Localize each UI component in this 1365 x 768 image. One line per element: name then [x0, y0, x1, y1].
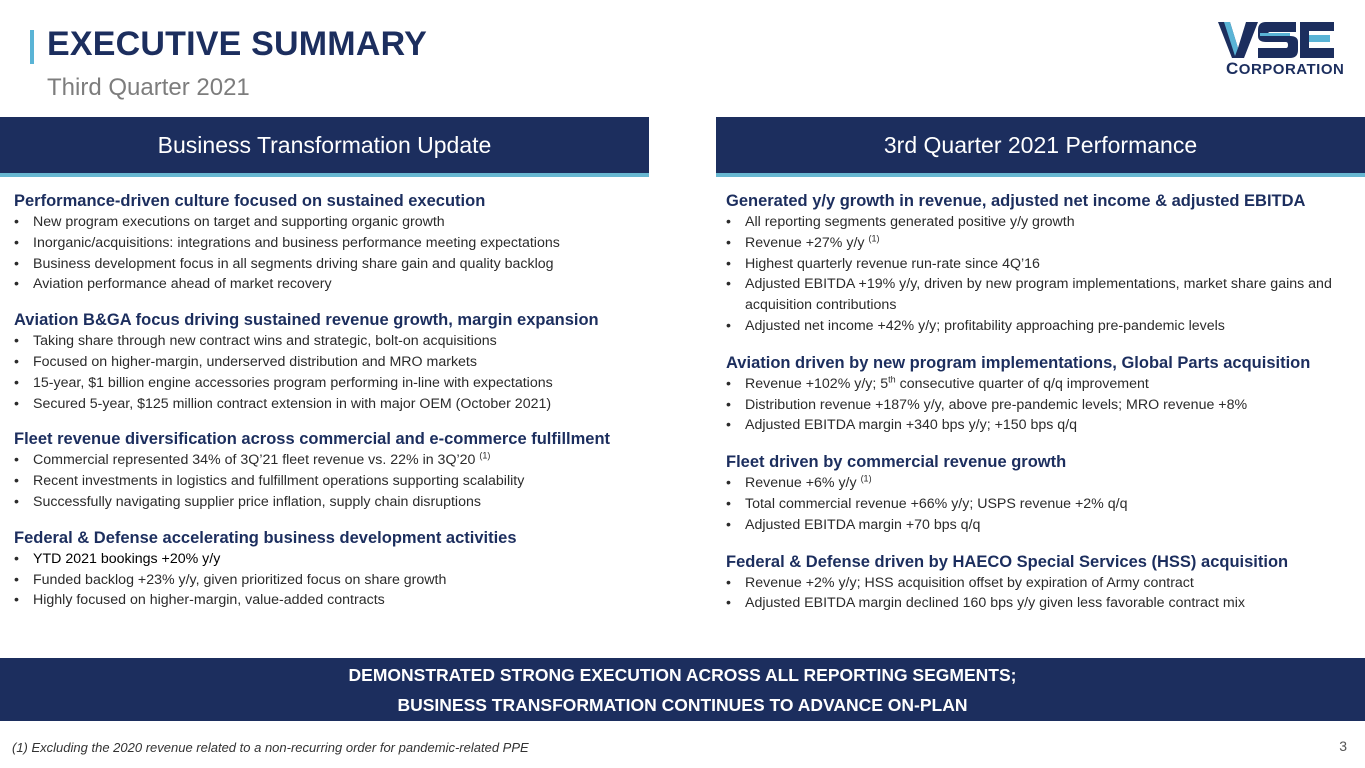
list-item: • New program executions on target and supporting organic growth: [14, 212, 644, 233]
list-item: • Revenue +102% y/y; 5th consecutive quarter of q/q improvement: [726, 374, 1351, 395]
list-item: • Adjusted net income +42% y/y; profitability approaching pre-pandemic levels: [726, 316, 1351, 337]
section-heading: Fleet revenue diversification across commercial and e-commerce fulfillment: [14, 430, 611, 449]
left-section-fleet: [14, 428, 644, 512]
page-number: 3: [1339, 738, 1347, 754]
banner-line-2: BUSINESS TRANSFORMATION CONTINUES TO ADVANCE ON-PLAN: [397, 694, 968, 715]
list-item: • Commercial represented 34% of 3Q’21 fleet revenue vs. 22% in 3Q’20 $^{(1)}$: [14, 450, 644, 471]
list-item: • 15-year, $1 billion engine accessories program performing in-line with expectations: [14, 373, 644, 394]
right-section-aviation: [726, 352, 1351, 436]
right-section-growth: [726, 190, 1351, 337]
title-accent-bar: [30, 30, 34, 64]
list-item: • Revenue +27% y/y $^{(1)}$: [726, 233, 1351, 254]
section-heading: Aviation B&GA focus driving sustained revenue growth, margin expansion: [14, 311, 599, 330]
footnote-ref: (1): [479, 450, 491, 461]
list-item: • Revenue +2% y/y; HSS acquisition offset by expiration of Army contract: [726, 573, 1351, 594]
banner-line-1: DEMONSTRATED STRONG EXECUTION ACROSS ALL REPORTING SEGMENTS;: [348, 664, 1017, 685]
list-item: • Distribution revenue +187% y/y, above pre-pandemic levels; MRO revenue +8%: [726, 395, 1351, 416]
left-section-culture: [14, 190, 644, 295]
right-section-fleet: [726, 451, 1351, 535]
footnote-ref: (1): [868, 233, 880, 244]
list-item: • Secured 5-year, $125 million contract extension in with major OEM (October 2021): [14, 394, 644, 415]
list-item: • Highest quarterly revenue run-rate since 4Q’16: [726, 254, 1351, 275]
list-item: • Adjusted EBITDA margin declined 160 bps y/y given less favorable contract mix: [726, 593, 1351, 614]
list-item: • Focused on higher-margin, underserved distribution and MRO markets: [14, 352, 644, 373]
section-heading: Performance-driven culture focused on sustained execution: [14, 192, 486, 210]
list-item: • Aviation performance ahead of market recovery: [14, 274, 644, 295]
list-item: • Adjusted EBITDA margin +340 bps y/y; +150 bps q/q: [726, 415, 1351, 436]
list-item: • Highly focused on higher-margin, value-added contracts: [14, 590, 644, 611]
section-heading: Federal & Defense driven by HAECO Special Services (HSS) acquisition: [726, 552, 1289, 571]
conclusion-banner: [0, 658, 1365, 721]
logo-corporation-text: CORPORATION: [1226, 59, 1345, 78]
right-panel-header: 3rd Quarter 2021 Performance: [716, 117, 1365, 177]
list-item: • Inorganic/acquisitions: integrations and business performance meeting expectations: [14, 233, 644, 254]
list-item: • Taking share through new contract wins and strategic, bolt-on acquisitions: [14, 331, 644, 352]
list-item: • All reporting segments generated positive y/y growth: [726, 212, 1351, 233]
page-subtitle: Third Quarter 2021: [47, 74, 250, 101]
page-title: EXECUTIVE SUMMARY: [47, 25, 427, 63]
list-item: • Business development focus in all segments driving share gain and quality backlog: [14, 254, 644, 275]
left-column: [14, 190, 644, 625]
footnote-ref: (1): [860, 473, 872, 484]
right-section-federal: [726, 551, 1351, 615]
list-item: • Adjusted EBITDA +19% y/y, driven by new program implementations, market share gains and acquisition contributions: [726, 274, 1351, 316]
section-heading: Aviation driven by new program implementations, Global Parts acquisition: [726, 353, 1311, 372]
footnote: (1) Excluding the 2020 revenue related to a non-recurring order for pandemic-related PPE: [12, 740, 529, 755]
list-item: • Adjusted EBITDA margin +70 bps q/q: [726, 515, 1351, 536]
left-panel-header: Business Transformation Update: [0, 117, 649, 177]
list-item: • YTD 2021 bookings +20% y/y: [14, 549, 644, 570]
left-section-aviation: [14, 309, 644, 414]
list-item: • Revenue +6% y/y $^{(1)}$: [726, 473, 1351, 494]
section-heading: Generated y/y growth in revenue, adjusted net income & adjusted EBITDA: [726, 192, 1306, 210]
right-column: [726, 190, 1351, 629]
list-item: • Recent investments in logistics and fulfillment operations supporting scalability: [14, 471, 644, 492]
list-item: • Total commercial revenue +66% y/y; USPS revenue +2% q/q: [726, 494, 1351, 515]
section-heading: Federal & Defense accelerating business development activities: [14, 528, 517, 547]
section-heading: Fleet driven by commercial revenue growth: [726, 453, 1067, 472]
left-section-federal: [14, 527, 644, 611]
list-item: • Successfully navigating supplier price inflation, supply chain disruptions: [14, 492, 644, 513]
list-item: • Funded backlog +23% y/y, given prioritized focus on share growth: [14, 570, 644, 591]
